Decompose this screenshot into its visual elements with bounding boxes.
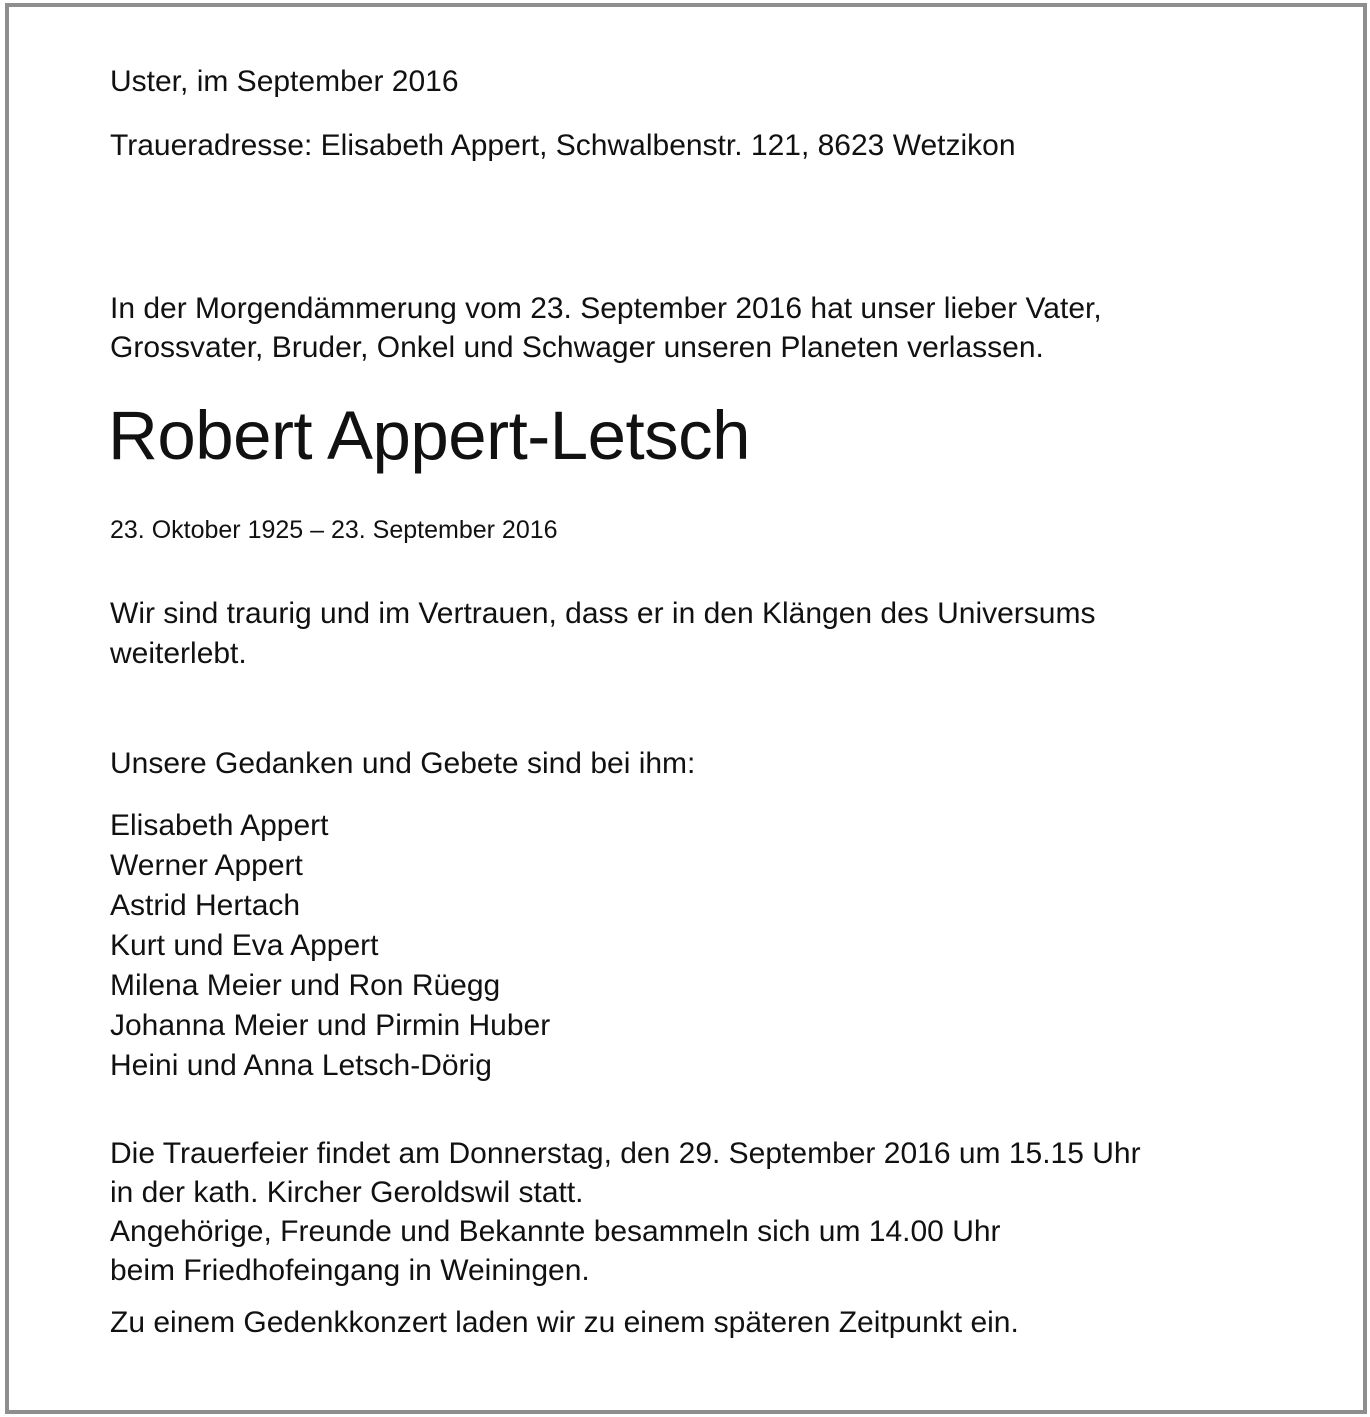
mourner-name: Heini und Anna Letsch-Dörig (110, 1049, 492, 1082)
mourner-name: Astrid Hertach (110, 889, 301, 922)
message-line-2: weiterlebt. (110, 637, 247, 670)
message-line-1: Wir sind traurig und im Vertrauen, dass er in den Klängen des Universums (110, 597, 1096, 630)
mourner-name: Milena Meier und Ron Rüegg (110, 969, 501, 1002)
deceased-name: Robert Appert-Letsch (108, 397, 751, 474)
place-date: Uster, im September 2016 (110, 65, 459, 98)
mourner-name: Werner Appert (110, 849, 303, 882)
intro-line-1: In der Morgendämmerung vom 23. September 2016 hat unser lieber Vater, (110, 292, 1102, 325)
mourners-heading: Unsere Gedanken und Gebete sind bei ihm: (110, 747, 696, 780)
ceremony-line-4: beim Friedhofeingang in Weiningen. (110, 1254, 590, 1287)
mourner-name: Johanna Meier und Pirmin Huber (110, 1009, 551, 1042)
mourning-address: Traueradresse: Elisabeth Appert, Schwalbenstr. 121, 8623 Wetzikon (110, 129, 1016, 162)
mourner-name: Kurt und Eva Appert (110, 929, 379, 962)
ceremony-line-3: Angehörige, Freunde und Bekannte besammeln sich um 14.00 Uhr (110, 1215, 1001, 1248)
mourners-list (110, 806, 550, 1086)
intro-line-2: Grossvater, Bruder, Onkel und Schwager unseren Planeten verlassen. (110, 331, 1044, 364)
ceremony-line-1: Die Trauerfeier findet am Donnerstag, den 29. September 2016 um 15.15 Uhr (110, 1137, 1141, 1170)
mourner-name: Elisabeth Appert (110, 809, 329, 842)
memorial-concert: Zu einem Gedenkkonzert laden wir zu einem späteren Zeitpunkt ein. (110, 1306, 1019, 1339)
ceremony-line-2: in der kath. Kircher Geroldswil statt. (110, 1176, 584, 1209)
life-dates: 23. Oktober 1925 – 23. September 2016 (110, 516, 558, 544)
